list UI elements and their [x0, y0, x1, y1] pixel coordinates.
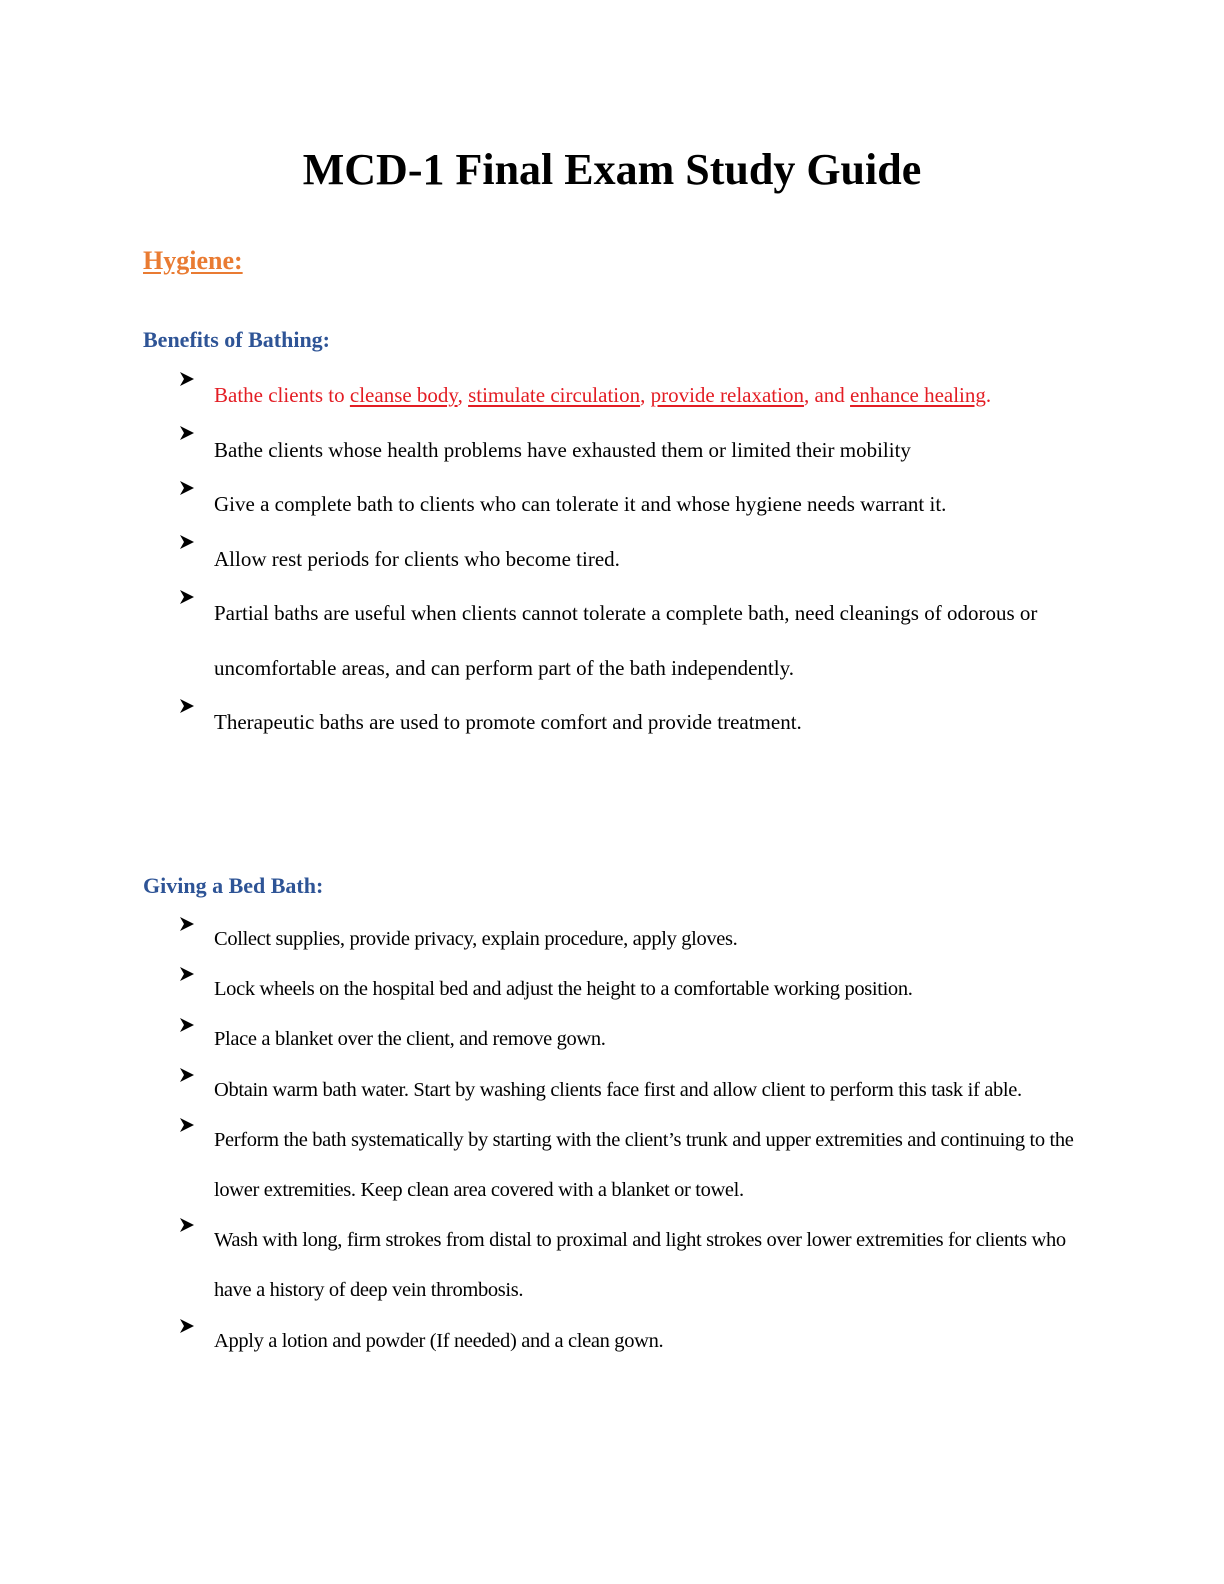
highlight-provide-relaxation: provide relaxation — [650, 383, 804, 407]
list-item — [143, 477, 1083, 532]
list-item-text: Lock wheels on the hospital bed and adjust the height to a comfortable working position. — [214, 978, 913, 1001]
list-item-text: Place a blanket over the client, and remove gown. — [214, 1028, 606, 1051]
list-item — [143, 532, 1083, 587]
arrow-bullet-icon — [179, 1115, 199, 1136]
list-item-text: Apply a lotion and powder (If needed) and a clean gown. — [214, 1329, 664, 1352]
list-item — [143, 423, 1083, 478]
arrow-bullet-icon — [179, 586, 199, 607]
arrow-bullet-icon — [179, 1215, 199, 1236]
arrow-bullet-icon — [179, 914, 199, 935]
highlight-cleanse-body: cleanse body — [349, 383, 458, 407]
list-item — [143, 1065, 1083, 1115]
arrow-bullet-icon — [179, 1065, 199, 1086]
list-item-text: Collect supplies, provide privacy, explain procedure, apply gloves. — [214, 928, 738, 950]
section-heading-hygiene: Hygiene: — [143, 246, 243, 275]
text: , — [457, 383, 469, 407]
list-item-text: Wash with long, firm strokes from distal to proximal and light strokes over lower extremities for clients who have a history of deep vein thrombosis. — [214, 1229, 1066, 1302]
page-title: MCD-1 Final Exam Study Guide — [302, 145, 922, 194]
arrow-bullet-icon — [179, 964, 199, 985]
arrow-bullet-icon — [179, 1316, 199, 1337]
arrow-bullet-icon — [179, 1014, 199, 1035]
list-item — [143, 695, 1083, 750]
list-item-text: Allow rest periods for clients who become tired. — [214, 546, 620, 571]
list-item — [143, 586, 1083, 695]
text: , and — [803, 383, 851, 407]
subheading-giving-a-bed-bath: Giving a Bed Bath: — [143, 873, 324, 898]
bed-bath-list — [143, 914, 1083, 1366]
list-item — [143, 1014, 1083, 1064]
list-item-text: Partial baths are useful when clients cannot tolerate a complete bath, need cleanings of odorous or uncomfortable areas, and can perform part of the bath independently. — [214, 601, 1038, 680]
list-item-text: Therapeutic baths are used to promote comfort and provide treatment. — [214, 710, 802, 734]
list-item-text: Give a complete bath to clients who can tolerate it and whose hygiene needs warrant it. — [214, 492, 947, 516]
text: , — [640, 383, 651, 407]
highlight-enhance-healing: enhance healing — [850, 383, 986, 407]
arrow-bullet-icon — [179, 368, 199, 389]
list-item — [143, 368, 1083, 423]
list-item-text: Perform the bath systematically by starting with the client’s trunk and upper extremities and continuing to the lower extremities. Keep clean area covered with a blanket or towel. — [214, 1128, 1074, 1202]
text: Bathe clients to — [214, 383, 350, 407]
subheading-benefits-of-bathing: Benefits of Bathing: — [143, 327, 330, 352]
list-item — [143, 1215, 1083, 1315]
list-item-text: Obtain warm bath water. Start by washing clients face first and allow client to perform this task if able. — [214, 1078, 1022, 1101]
list-item — [143, 1115, 1083, 1215]
list-item-text: Bathe clients whose health problems have exhausted them or limited their mobility — [214, 437, 911, 462]
list-item — [143, 1316, 1083, 1366]
list-item — [143, 964, 1083, 1014]
arrow-bullet-icon — [179, 423, 199, 444]
arrow-bullet-icon — [179, 695, 199, 716]
arrow-bullet-icon — [179, 532, 199, 553]
arrow-bullet-icon — [179, 477, 199, 498]
list-item — [143, 914, 1083, 964]
highlight-stimulate-circulation: stimulate circulation — [468, 383, 641, 407]
benefits-list — [143, 368, 1083, 750]
text: . — [985, 383, 992, 407]
